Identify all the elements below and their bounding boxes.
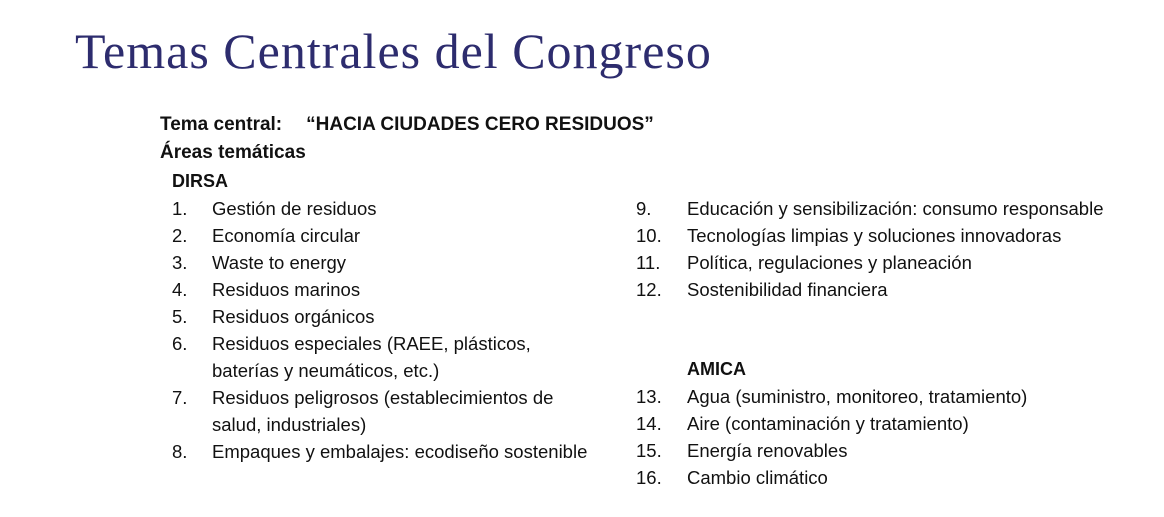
item-text: Política, regulaciones y planeación: [687, 252, 972, 273]
item-text: Waste to energy: [212, 252, 347, 273]
list-item: [172, 384, 592, 438]
list-item: [172, 330, 592, 384]
item-text: Gestión de residuos: [212, 198, 377, 219]
areas-heading: Áreas temáticas: [160, 142, 306, 163]
amica-heading: AMICA: [687, 359, 746, 379]
item-text: Sostenibilidad financiera: [687, 279, 888, 300]
dirsa-heading: DIRSA: [172, 171, 229, 191]
list-item: [636, 195, 1156, 222]
item-text: Energía renovables: [687, 440, 848, 461]
item-text: Educación y sensibilización: consumo responsable: [687, 198, 1104, 219]
item-number: 9.: [636, 198, 652, 219]
item-number: 2.: [172, 225, 188, 246]
list-item: [172, 276, 592, 303]
item-number: 7.: [172, 387, 188, 408]
item-number: 6.: [172, 333, 188, 354]
item-text: Aire (contaminación y tratamiento): [687, 413, 969, 434]
item-number: 14.: [636, 413, 662, 434]
item-number: 8.: [172, 441, 188, 462]
item-number: 11.: [636, 252, 661, 273]
dirsa-list-left: [172, 195, 592, 465]
item-text: Residuos peligrosos (establecimientos de salud, industriales): [212, 387, 554, 435]
item-number: 16.: [636, 467, 662, 488]
list-item: [636, 464, 1156, 491]
dirsa-list-right: [636, 195, 1156, 303]
central-theme-value: “HACIA CIUDADES CERO RESIDUOS”: [306, 114, 654, 135]
list-item: [636, 410, 1156, 437]
central-theme-label: Tema central:: [160, 114, 283, 135]
item-number: 10.: [636, 225, 662, 246]
list-item: [636, 222, 1156, 249]
list-item: [172, 195, 592, 222]
list-item: [636, 249, 1156, 276]
item-text: Tecnologías limpias y soluciones innovadoras: [687, 225, 1062, 246]
item-number: 4.: [172, 279, 188, 300]
list-item: [172, 249, 592, 276]
item-text: Residuos marinos: [212, 279, 361, 300]
list-item: [636, 276, 1156, 303]
list-item: [172, 303, 592, 330]
page-title: Temas Centrales del Congreso: [75, 23, 712, 79]
item-number: 5.: [172, 306, 188, 327]
item-text: Agua (suministro, monitoreo, tratamiento): [687, 386, 1028, 407]
item-text: Residuos especiales (RAEE, plásticos, baterías y neumáticos, etc.): [212, 333, 531, 381]
item-text: Economía circular: [212, 225, 361, 246]
item-text: Cambio climático: [687, 467, 828, 488]
item-text: Empaques y embalajes: ecodiseño sostenible: [212, 441, 588, 462]
item-number: 3.: [172, 252, 188, 273]
item-number: 1.: [172, 198, 188, 219]
item-number: 13.: [636, 386, 662, 407]
list-item: [636, 383, 1156, 410]
item-text: Residuos orgánicos: [212, 306, 375, 327]
list-item: [172, 438, 592, 465]
central-theme: [160, 114, 654, 136]
list-item: [636, 437, 1156, 464]
list-item: [172, 222, 592, 249]
item-number: 12.: [636, 279, 662, 300]
amica-list: [636, 383, 1156, 491]
item-number: 15.: [636, 440, 662, 461]
